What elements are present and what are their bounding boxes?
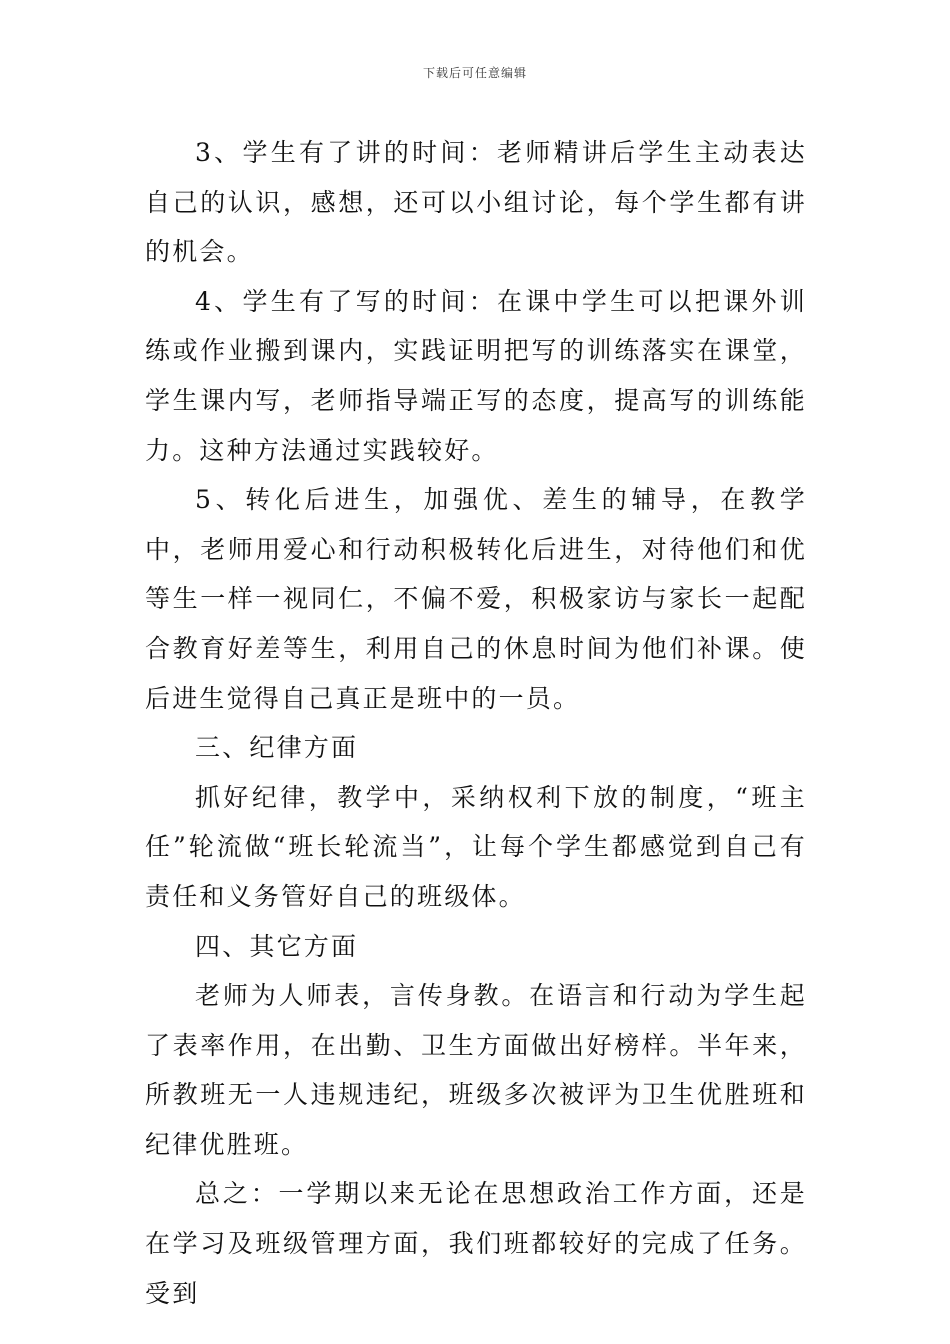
section-heading-other-aspects: 四、其它方面 [195,931,359,961]
paragraph-point-5-struggling-students: 5、转化后进生，加强优、差生的辅导，在教学中，老师用爱心和行动积极转化后进生，对待他们和优等生一样一视同仁，不偏不爱，积极家访与家长一起配合教育好差等生，利用自己的休息时间为他们补课。使后进生觉得自己真正是班中的一员。 [145,485,807,713]
paragraph-discipline: 抓好纪律，教学中，采纳权利下放的制度，“班主任”轮流做“班长轮流当”，让每个学生都感觉到自己有责任和义务管好自己的班级体。 [145,782,807,911]
paragraph-other-aspects: 老师为人师表，言传身教。在语言和行动为学生起了表率作用，在出勤、卫生方面做出好榜样。半年来，所教班无一人违规违纪，班级多次被评为卫生优胜班和纪律优胜班。 [145,981,807,1159]
page-header-note: 下载后可任意编辑 [422,66,527,80]
paragraph-point-3-speaking-time: 3、学生有了讲的时间：老师精讲后学生主动表达自己的认识，感想，还可以小组讨论，每个学生都有讲的机会。 [145,138,807,267]
section-heading-discipline: 三、纪律方面 [195,733,359,763]
paragraph-point-4-writing-time: 4、学生有了写的时间：在课中学生可以把课外训练或作业搬到课内，实践证明把写的训练落实在课堂，学生课内写，老师指导端正写的态度，提高写的训练能力。这种方法通过实践较好。 [145,286,807,465]
document-body [145,128,807,1318]
paragraph-summary: 总之：一学期以来无论在思想政治工作方面，还是在学习及班级管理方面，我们班都较好的完成了任务。受到 [145,1179,807,1308]
